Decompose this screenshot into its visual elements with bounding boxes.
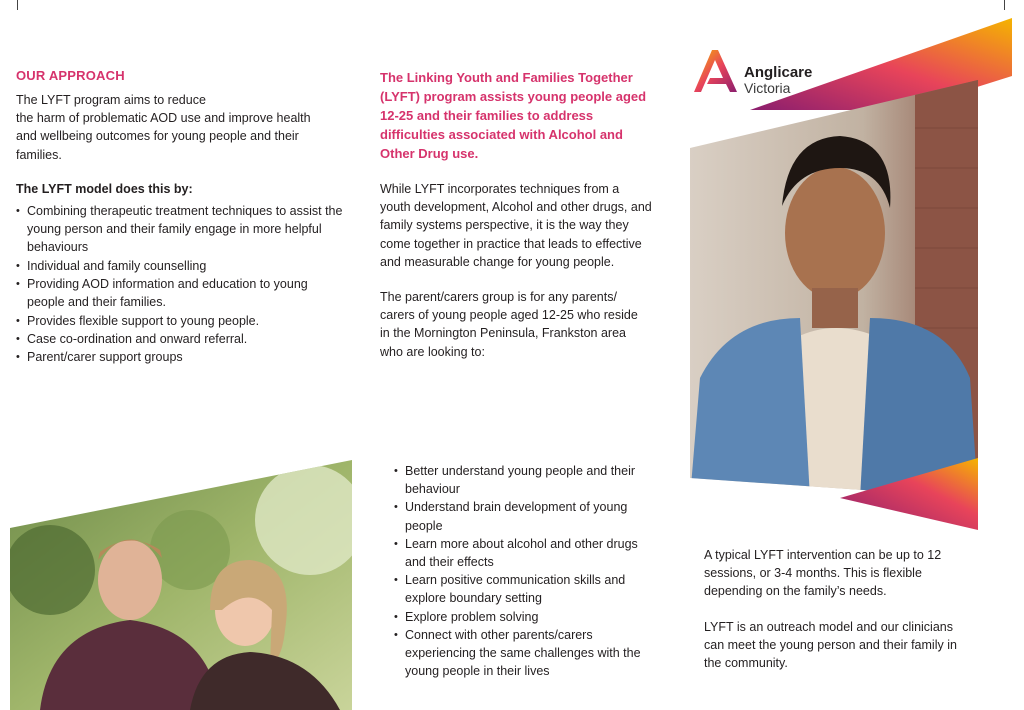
approach-line: the harm of problematic AOD use and improve health — [16, 111, 311, 126]
logo-name: Anglicare — [744, 64, 813, 81]
middle-paragraph-1: While LYFT incorporates techniques from a youth development, Alcohol and other drugs, and family systems perspective, it is the way they come together in practice that leads to effective and measurable change for young people. — [380, 182, 652, 269]
goal-item: • Explore problem solving — [394, 608, 656, 626]
goal-item: • Learn positive communication skills and explore boundary setting — [394, 571, 656, 607]
crop-mark-left — [17, 0, 18, 10]
approach-heading: OUR APPROACH — [16, 68, 125, 83]
model-item: • Case co-ordination and onward referral. — [16, 330, 346, 348]
intro-statement: The Linking Youth and Families Together (LYFT) program assists young people aged 12-25 and their families to address difficulties associated with Alcohol and Other Drug use. — [380, 70, 647, 161]
model-item: • Combining therapeutic treatment techniques to assist the young person and their family engage in more helpful behaviours — [16, 202, 346, 257]
goals-list — [394, 462, 656, 680]
right-panel-text — [704, 546, 966, 672]
middle-paragraph-2: The parent/carers group is for any parents/ carers of young people aged 12-25 who reside in the Mornington Peninsula, Frankston area who are looking to: — [380, 290, 638, 359]
goal-item: • Understand brain development of young people — [394, 498, 656, 534]
photo-young-person-portrait — [690, 18, 1012, 534]
approach-line: The LYFT program aims to reduce — [16, 93, 206, 107]
right-paragraph-1: A typical LYFT intervention can be up to 12 sessions, or 3-4 months. This is flexible depending on the family’s needs. — [704, 548, 942, 599]
goals-panel — [394, 462, 656, 680]
model-item: • Individual and family counselling — [16, 257, 346, 275]
goal-item: • Learn more about alcohol and other drugs and their effects — [394, 535, 656, 571]
approach-line: and wellbeing outcomes for young people and their — [16, 129, 299, 144]
goal-item: • Better understand young people and their behaviour — [394, 462, 656, 498]
middle-panel — [380, 68, 652, 361]
goal-item: • Connect with other parents/carers experiencing the same challenges with the young people in their lives — [394, 626, 656, 681]
model-heading: The LYFT model does this by: — [16, 181, 193, 196]
left-panel — [16, 68, 351, 366]
model-item: • Provides flexible support to young people. — [16, 312, 346, 330]
photo-parent-and-young-person — [10, 460, 352, 710]
approach-text — [16, 91, 351, 164]
model-item: • Parent/carer support groups — [16, 348, 346, 366]
model-list — [16, 202, 346, 367]
logo-region: Victoria — [744, 80, 791, 96]
crop-mark-right — [1004, 0, 1005, 10]
right-paragraph-2: LYFT is an outreach model and our clinicians can meet the young person and their family in the community. — [704, 619, 957, 671]
model-item: • Providing AOD information and education to young people and their families. — [16, 275, 346, 312]
approach-line: families. — [16, 147, 62, 162]
